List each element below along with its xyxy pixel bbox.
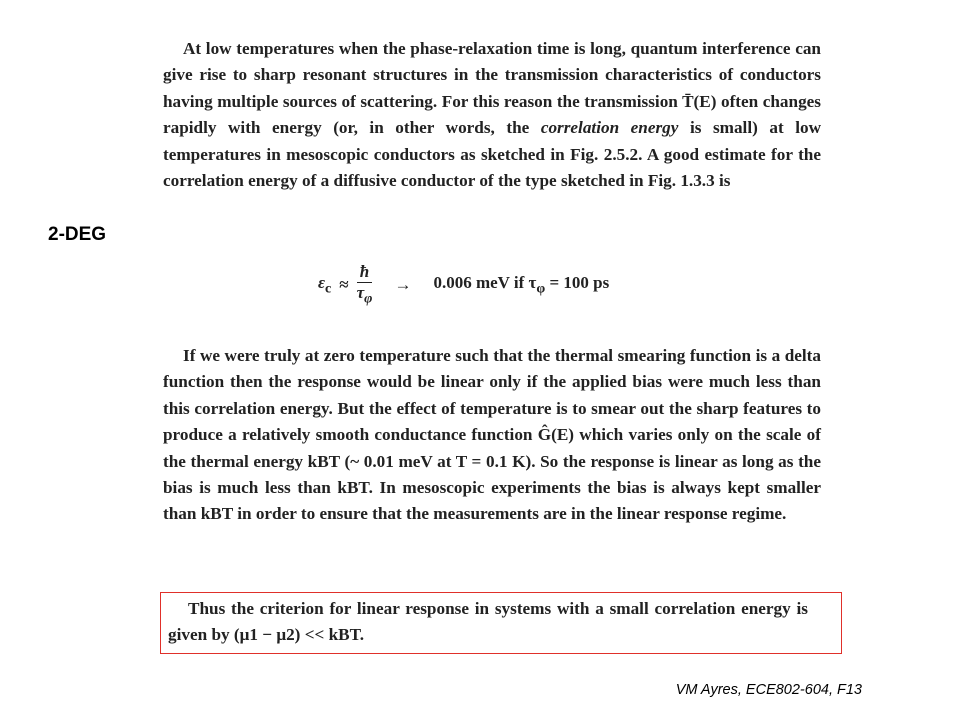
equation-lhs: $\varepsilon_c$ — [318, 273, 332, 297]
equation-result: 0.006 meV if $\tau_\varphi = 100$ ps — [433, 273, 610, 297]
paragraph1-italic: correlation energy — [540, 118, 679, 138]
side-label-2deg: 2-DEG — [48, 224, 107, 245]
equation-arrow: → — [394, 275, 412, 295]
equation-fraction — [357, 262, 373, 308]
equation-denominator: $\tau_\varphi$ — [356, 283, 373, 307]
equation-approx: ≈ — [339, 275, 349, 295]
paragraph-zero-temperature: If we were truly at zero temperature such that the thermal smearing function is a delta function then the response would be linear only if the applied bias were much less than this correlation energy. But the effect of temperature is to smear out the sharp features to produce a relatively smooth conductance function Ĝ(E) which varies only on the scale of the thermal energy kBT (~ 0.01 meV at T = 0.1 K). So the response is linear as long as the bias is much less than kBT. In mesoscopic experiments the bias is always kept smaller than kBT in order to ensure that the measurements are in the linear response regime. — [163, 346, 821, 524]
correlation-energy-equation — [318, 262, 609, 308]
paragraph-linear-response-criterion: Thus the criterion for linear response in systems with a small correlation energy is given by (μ1 − μ2) << kBT. — [168, 599, 808, 645]
footer-credit: VM Ayres, ECE802-604, F13 — [675, 682, 862, 698]
paragraph1-text-a: At low temperatures when the phase-relaxation time is long, quantum interference can give rise to sharp resonant structures in the transmission characteristics of conductors having multiple sources of scattering. For this reason the transmission T̄(E) often changes rapidly with energy (or, in other words, the — [163, 39, 821, 138]
paragraph-phase-relaxation — [163, 36, 821, 194]
equation-numerator: ħ — [357, 262, 372, 283]
paragraph1-text-b: is small) at low temperatures in mesoscopic conductors as sketched in Fig. 2.5.2. A good estimate for the correlation energy of a diffusive conductor of the type sketched in Fig. 1.3.3 is — [163, 118, 822, 191]
